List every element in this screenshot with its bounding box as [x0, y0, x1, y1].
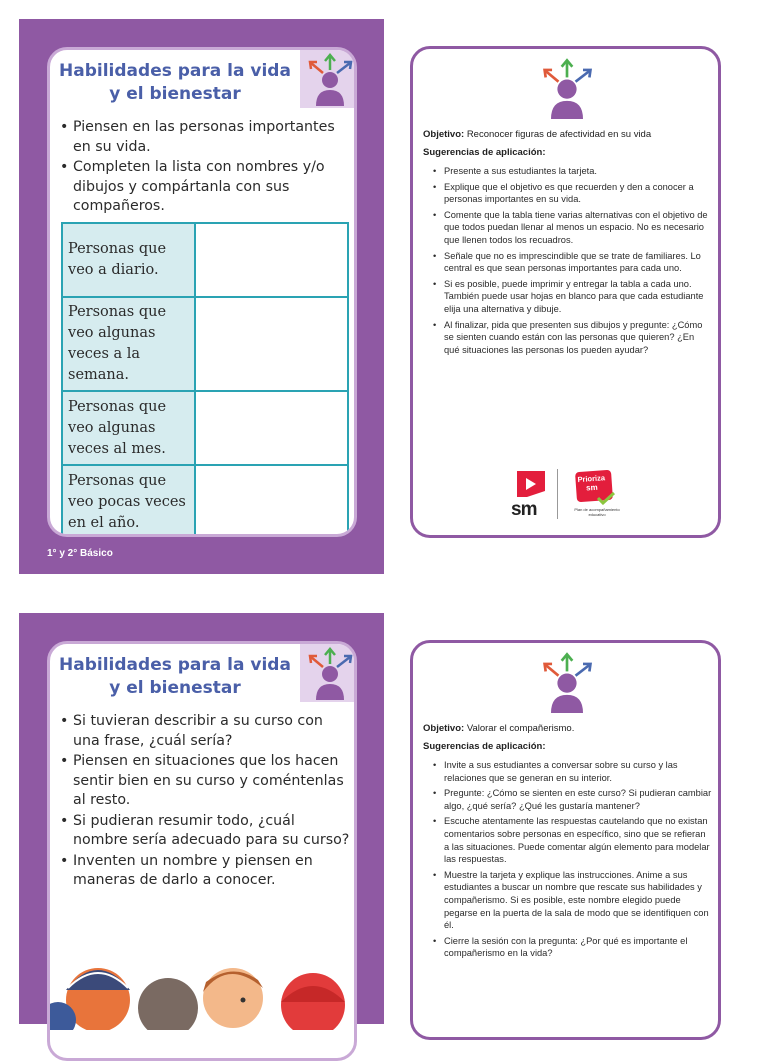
suggestions-heading: Sugerencias de aplicación:: [423, 741, 546, 752]
objective-label: Objetivo:: [423, 129, 465, 140]
objective-label: Objetivo:: [423, 723, 465, 734]
objective: [423, 129, 713, 140]
logo-divider: [557, 469, 558, 519]
teacher-guide-1: [410, 46, 721, 538]
suggestion-item: • Comente que la tabla tiene varias alternativas con el objetivo de que todos puedan llenar al menos un espacio. No es necesario que llenen todos los recuadros.: [433, 209, 711, 247]
activity-card-1-inner: [47, 47, 357, 537]
suggestion-item: • Señale que no es imprescindible que se trate de familiares. Lo central es que sean personas importantes para cada uno.: [433, 250, 711, 275]
suggestions-list: [433, 165, 711, 359]
card-1-instructions: [60, 118, 350, 218]
important-people-table: [61, 222, 349, 537]
logo-caption: Plan de acompañamiento educativo: [574, 507, 620, 517]
activity-card-2-inner: [47, 641, 357, 1061]
suggestion-item: • Presente a sus estudiantes la tarjeta.: [433, 165, 711, 178]
objective: [423, 723, 713, 734]
prioriza-sm-text: sm: [585, 482, 598, 493]
suggestion-item: • Muestre la tarjeta y explique las instrucciones. Anime a sus estudiantes a buscar un nombre que rescate sus habilidades y compañerismo. Si es posible, este nombre elegido puede pegarse en la puerta de la sala de modo que se identifiquen con él.: [433, 869, 713, 932]
suggestions-list: [433, 759, 713, 963]
table-answer-cell[interactable]: [195, 391, 348, 465]
suggestion-item: • Pregunte: ¿Cómo se sienten en este curso? Si pudieran cambiar algo, ¿qué sería? ¿Qué les gustaría mantener?: [433, 787, 713, 812]
card-2-title: [50, 654, 300, 700]
table-answer-cell[interactable]: [195, 223, 348, 297]
prioriza-logo: [566, 469, 626, 521]
suggestion-item: • Si es posible, puede imprimir y entregar la tabla a cada uno. También puede usar hojas en blanco para que cada estudiante elija una alternativa y dibuje.: [433, 278, 711, 316]
sm-logo-text: sm: [511, 499, 537, 520]
instruction-item: • Inventen un nombre y piensen en maneras de darlo a conocer.: [60, 852, 352, 891]
objective-text: Reconocer figuras de afectividad en su vida: [466, 129, 652, 140]
suggestion-item: • Invite a sus estudiantes a conversar sobre su curso y las relaciones que se generan en su interior.: [433, 759, 713, 784]
activity-card-2: [19, 613, 384, 1024]
check-icon: [596, 491, 616, 505]
children-illustration: [47, 950, 357, 1030]
instruction-item: • Si tuvieran describir a su curso con una frase, ¿cuál sería?: [60, 712, 352, 751]
teacher-guide-2: [410, 640, 721, 1040]
card-1-title-line1: Habilidades para la vida: [59, 61, 291, 81]
table-row-label: Personas que veo algunas veces al mes.: [62, 391, 195, 465]
table-row-label: Personas que veo algunas veces a la semana.: [62, 297, 195, 391]
table-answer-cell[interactable]: [195, 465, 348, 537]
table-row-label: Personas que veo a diario.: [62, 223, 195, 297]
activity-card-1: [19, 19, 384, 574]
card-1-title: [50, 60, 300, 106]
prioriza-text: Prioriza: [577, 473, 606, 485]
suggestion-item: • Cierre la sesión con la pregunta: ¿Por qué es importante el compañerismo en la vida?: [433, 935, 713, 960]
grade-label: 1° y 2° Básico: [47, 548, 113, 559]
instruction-item: • Piensen en situaciones que los hacen sentir bien en su curso y coméntenlas al resto.: [60, 752, 352, 811]
suggestion-item: • Explique que el objetivo es que recuerden y den a conocer a personas importantes en su vida.: [433, 181, 711, 206]
suggestions-heading: Sugerencias de aplicación:: [423, 147, 546, 158]
instruction-item: • Si pudieran resumir todo, ¿cuál nombre sería adecuado para su curso?: [60, 812, 352, 851]
card-2-title-line1: Habilidades para la vida: [59, 655, 291, 675]
suggestion-item: • Escuche atentamente las respuestas cautelando que no existan comentarios sobre personas en específico, sino que se refieran a las situaciones. Puede comentar algún elemento para modelar las respuestas.: [433, 815, 713, 865]
card-2-instructions: [60, 712, 352, 892]
instruction-item: • Piensen en las personas importantes en su vida.: [60, 118, 350, 157]
instruction-item: • Completen la lista con nombres y/o dibujos y compártanla con sus compañeros.: [60, 158, 350, 217]
person-arrows-icon: [535, 55, 599, 119]
person-arrows-icon: [300, 50, 357, 108]
objective-text: Valorar el compañerismo.: [466, 723, 575, 734]
sm-logo: [511, 469, 551, 521]
table-row-label: Personas que veo pocas veces en el año.: [62, 465, 195, 537]
card-2-title-line2: y el bienestar: [109, 678, 241, 698]
person-arrows-icon: [535, 649, 599, 713]
card-1-title-line2: y el bienestar: [109, 84, 241, 104]
suggestion-item: • Al finalizar, pida que presenten sus dibujos y pregunte: ¿Cómo se sienten cuando están con las personas que quieren? ¿En qué situaciones las personas los pueden ayudar?: [433, 319, 711, 357]
person-arrows-icon: [300, 644, 357, 702]
table-answer-cell[interactable]: [195, 297, 348, 391]
